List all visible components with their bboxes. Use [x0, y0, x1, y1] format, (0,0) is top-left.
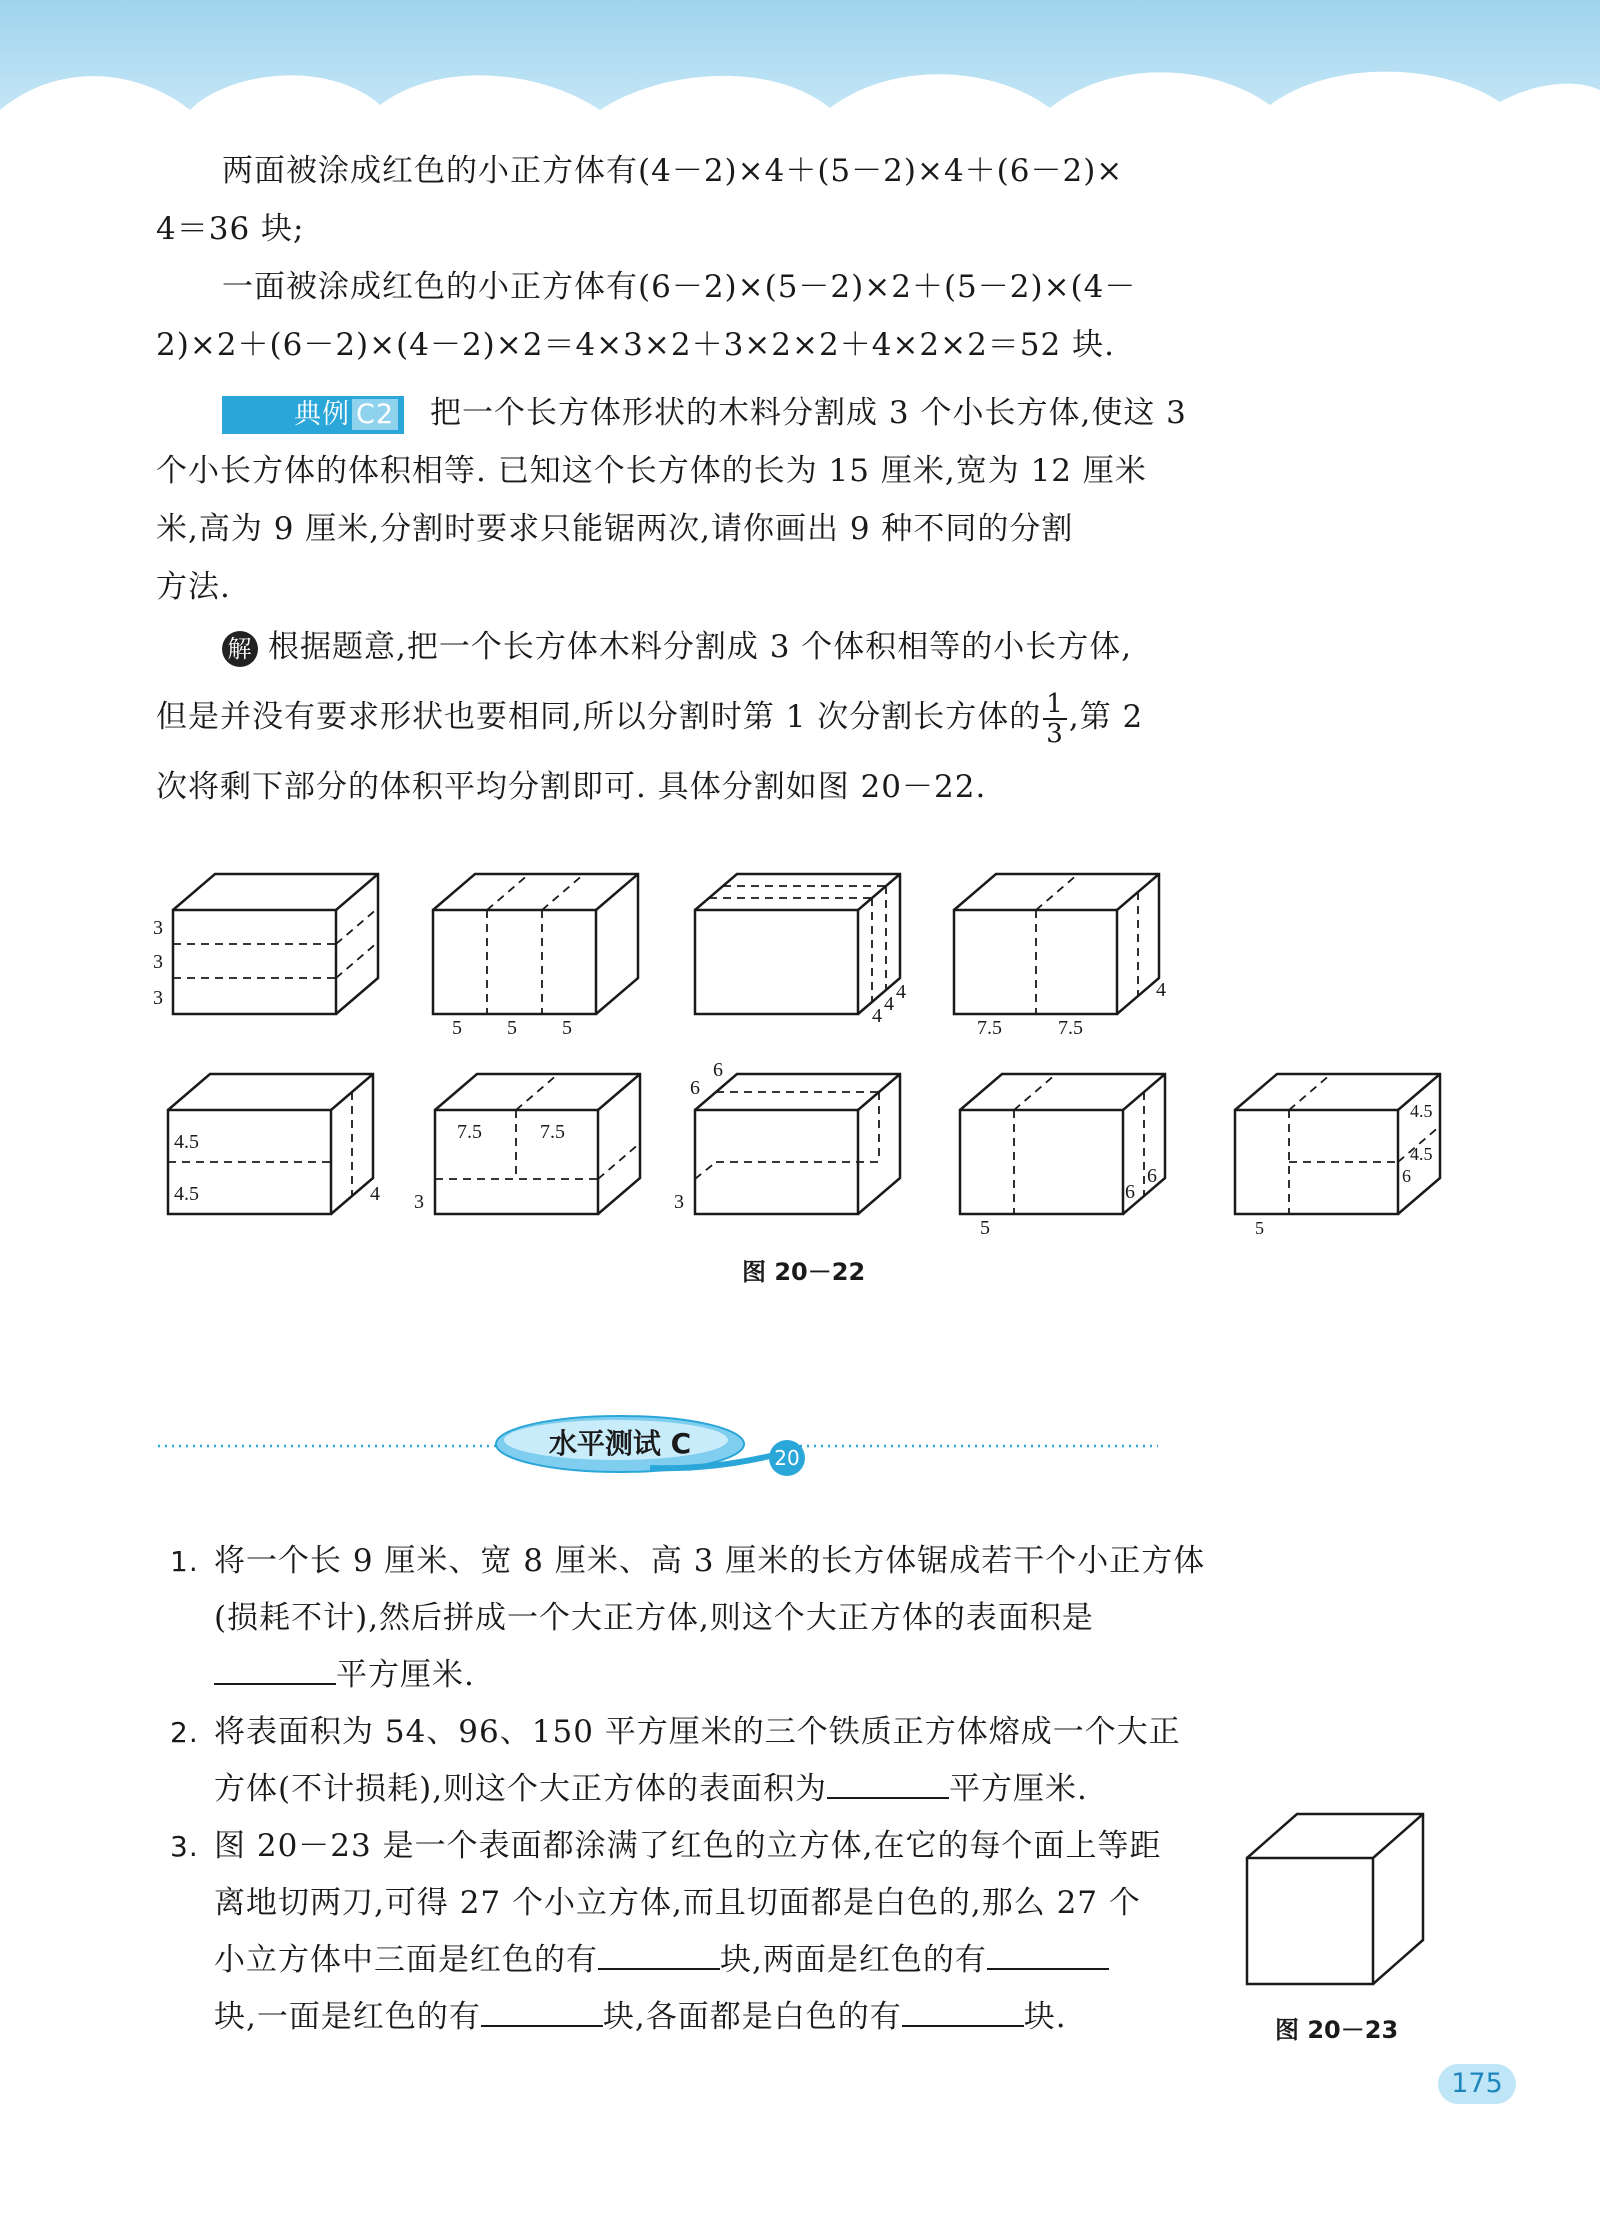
- dim-label: 5: [980, 1217, 990, 1239]
- question-line: 图 20－23 是一个表面都涂满了红色的立方体,在它的每个面上等距: [214, 1828, 1162, 1864]
- text-line: 2)×2＋(6－2)×(4－2)×2＝4×3×2＋3×2×2＋4×2×2＝52 块.: [156, 327, 1115, 363]
- dim-label: 5: [562, 1017, 572, 1039]
- question-line: [170, 1932, 1190, 1989]
- dim-label: 3: [674, 1191, 684, 1213]
- answer-blank[interactable]: [827, 1767, 949, 1799]
- solution-line: [156, 612, 1158, 682]
- dim-label: 4: [370, 1183, 380, 1205]
- dim-label: 4.5: [1410, 1144, 1433, 1164]
- solution-text: 但是并没有要求形状也要相同,所以分割时第 1 次分割长方体的: [156, 699, 1042, 735]
- test-section-number: 20: [774, 1446, 800, 1470]
- cuboid-diagram-2: [433, 874, 638, 1039]
- answer-blank[interactable]: [902, 1995, 1024, 2027]
- question-line: (损耗不计),然后拼成一个大正方体,则这个大正方体的表面积是: [214, 1600, 1094, 1636]
- solution-line: 次将剩下部分的体积平均分割即可. 具体分割如图 20－22.: [156, 769, 987, 805]
- badge-code: C2: [352, 399, 398, 430]
- example-line: 个小长方体的体积相等. 已知这个长方体的长为 15 厘米,宽为 12 厘米: [156, 453, 1147, 489]
- question-line: 将表面积为 54、96、150 平方厘米的三个铁质正方体熔成一个大正: [214, 1714, 1181, 1750]
- example-badge: [222, 396, 404, 434]
- question-line: [170, 1989, 1190, 2046]
- question-1: [170, 1533, 1206, 1704]
- question-text: 块,各面都是白色的有: [602, 1999, 902, 2035]
- dim-label: 5: [1255, 1218, 1264, 1238]
- cuboid-diagram-1: [153, 874, 378, 1014]
- fraction-one-third: [1043, 690, 1067, 748]
- dim-label: 6: [690, 1077, 700, 1099]
- fraction-numerator: 1: [1043, 690, 1067, 720]
- question-text: 小立方体中三面是红色的有: [214, 1942, 598, 1978]
- text-line: 一面被涂成红色的小正方体有(6－2)×(5－2)×2＋(5－2)×(4－: [222, 269, 1137, 305]
- solution-line: [156, 682, 1158, 752]
- question-text: 平方厘米.: [949, 1771, 1088, 1807]
- dim-label: 6: [1147, 1165, 1157, 1187]
- dim-label: 7.5: [977, 1017, 1002, 1039]
- text-line: 4＝36 块;: [156, 211, 305, 247]
- solution-text: 根据题意,把一个长方体木料分割成 3 个体积相等的小长方体,: [268, 629, 1133, 665]
- dim-label: 3: [414, 1191, 424, 1213]
- question-line: 将一个长 9 厘米、宽 8 厘米、高 3 厘米的长方体锯成若干个小正方体: [214, 1543, 1206, 1579]
- dim-label: 5: [507, 1017, 517, 1039]
- dim-label: 4: [1156, 979, 1166, 1001]
- question-line: [170, 1761, 1170, 1818]
- dim-label: 3: [153, 987, 163, 1009]
- cuboid-diagram-9: [1235, 1074, 1440, 1238]
- question-number: 3.: [170, 1830, 199, 1863]
- page-number: 175: [1438, 2064, 1516, 2104]
- dim-label: 3: [153, 951, 163, 973]
- answer-blank[interactable]: [598, 1938, 720, 1970]
- figure-20-23-caption: 图 20－23: [1275, 2016, 1399, 2044]
- paragraph-two-faces: [156, 142, 1158, 374]
- question-line: 离地切两刀,可得 27 个小立方体,而且切面都是白色的,那么 27 个: [214, 1885, 1141, 1921]
- dim-label: 7.5: [457, 1121, 482, 1143]
- question-number: 2.: [170, 1716, 199, 1749]
- dim-label: 4.5: [174, 1183, 199, 1205]
- dim-label: 7.5: [1058, 1017, 1083, 1039]
- example-line: [156, 384, 1187, 442]
- cuboid-diagram-8: [960, 1074, 1165, 1239]
- question-number: 1.: [170, 1545, 199, 1578]
- dim-label: 6: [1402, 1166, 1411, 1186]
- cuboid-diagram-5: [168, 1074, 380, 1214]
- text-line: 两面被涂成红色的小正方体有(4－2)×4＋(5－2)×4＋(6－2)×: [222, 153, 1124, 189]
- question-text: 块,一面是红色的有: [214, 1999, 481, 2035]
- figure-20-23-cube: [1235, 1800, 1425, 2000]
- dim-label: 6: [1125, 1181, 1135, 1203]
- solution-marker: 解: [222, 631, 258, 667]
- fraction-denominator: 3: [1046, 718, 1064, 749]
- dim-label: 4.5: [1410, 1101, 1433, 1121]
- question-2: [170, 1704, 1181, 1818]
- answer-blank[interactable]: [481, 1995, 603, 2027]
- dim-label: 3: [153, 917, 163, 939]
- dim-label: 7.5: [540, 1121, 565, 1143]
- solution: [156, 612, 1158, 822]
- dim-label: 6: [713, 1059, 723, 1081]
- example-c2: [156, 384, 1187, 616]
- example-line: 米,高为 9 厘米,分割时要求只能锯两次,请你画出 9 种不同的分割: [156, 511, 1074, 547]
- badge-label: 典例: [294, 398, 350, 430]
- dim-label: 4.5: [174, 1131, 199, 1153]
- figure-20-22-caption: 图 20－22: [742, 1258, 866, 1286]
- question-3: [170, 1818, 1190, 2046]
- solution-text: ,第 2: [1068, 699, 1144, 735]
- example-text: 把一个长方体形状的木料分割成 3 个小长方体,使这 3: [430, 395, 1187, 431]
- cuboid-diagram-7: [674, 1059, 900, 1214]
- example-line: 方法.: [156, 569, 231, 605]
- cuboid-diagram-3: [695, 874, 906, 1027]
- dim-label: 4: [872, 1005, 882, 1027]
- figure-20-22: [150, 862, 1450, 1262]
- dim-label: 4: [884, 993, 894, 1015]
- question-text: 方体(不计损耗),则这个大正方体的表面积为: [214, 1771, 828, 1807]
- dim-label: 5: [452, 1017, 462, 1039]
- question-text: 平方厘米.: [336, 1657, 475, 1693]
- cuboid-diagram-4: [954, 874, 1166, 1039]
- cuboid-diagram-6: [414, 1074, 640, 1214]
- answer-blank[interactable]: [214, 1653, 336, 1685]
- answer-blank[interactable]: [987, 1938, 1109, 1970]
- test-section-title: 水平测试 C: [548, 1427, 692, 1460]
- question-text: 块,两面是红色的有: [720, 1942, 987, 1978]
- question-line: [170, 1647, 1170, 1704]
- dim-label: 4: [896, 981, 906, 1003]
- question-text: 块.: [1023, 1999, 1067, 2035]
